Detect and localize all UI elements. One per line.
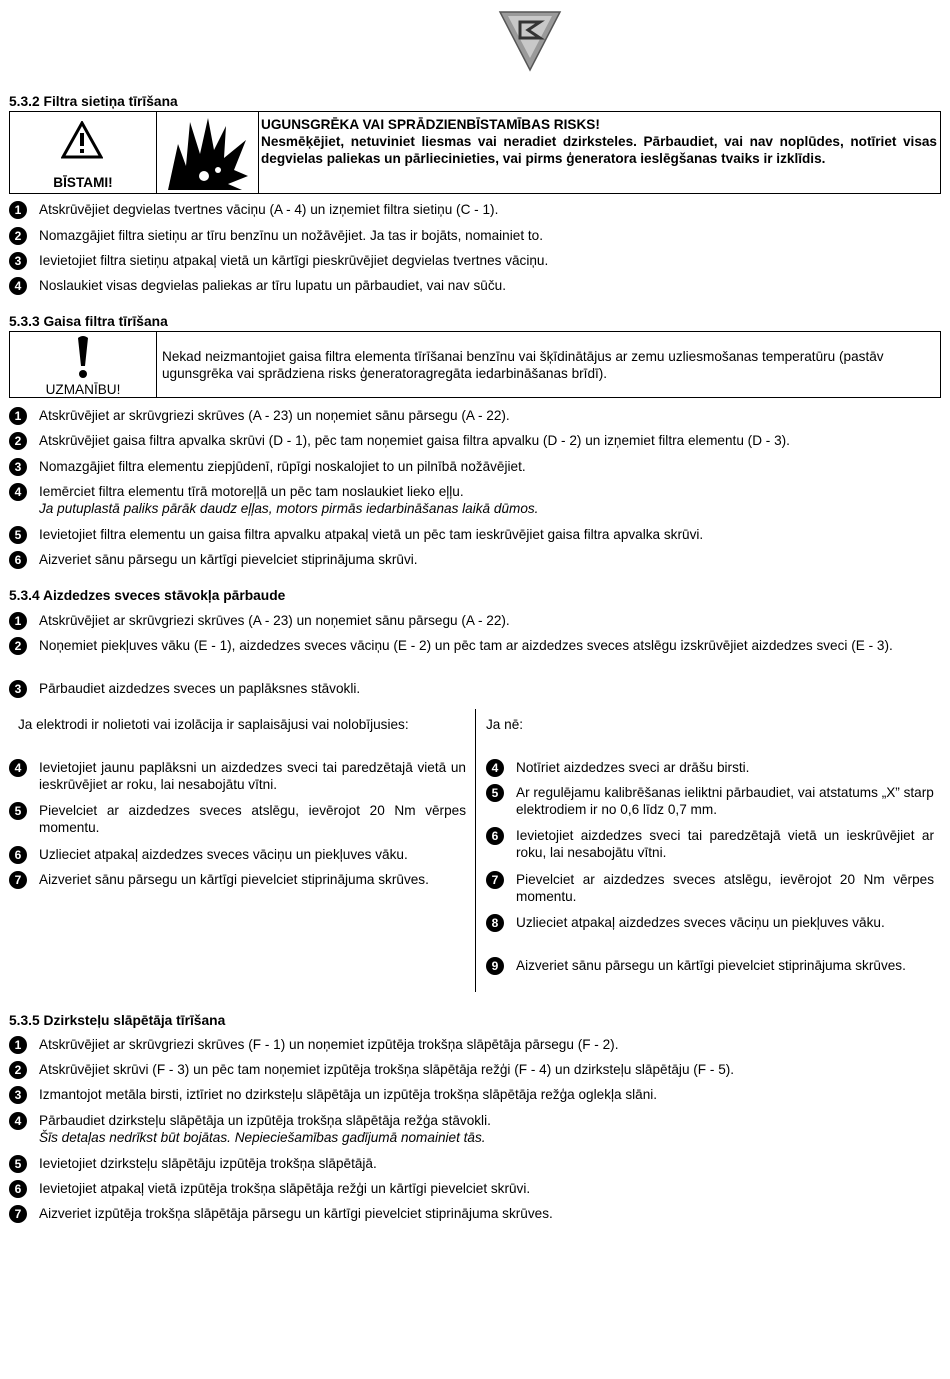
step-number: 6 [9, 551, 27, 569]
danger-label: BĪSTAMI! [53, 175, 113, 190]
step-note: Šīs detaļas nedrīkst būt bojātas. Nepieciešamības gadījumā nomainiet tās. [39, 1130, 486, 1145]
step-number: 7 [486, 871, 504, 889]
step-number: 4 [486, 759, 504, 777]
step-number: 8 [486, 914, 504, 932]
right-step-9 [486, 957, 934, 974]
step-5-3-5-5 [9, 1155, 943, 1172]
step-text: Iemērciet filtra elementu tīrā motoreļļā un pēc tam noslaukiet lieko eļļu. [39, 484, 464, 499]
step-5-3-3-3 [9, 458, 943, 475]
step-number: 5 [9, 802, 27, 820]
step-5-3-2-1 [9, 201, 943, 218]
right-step-4 [486, 759, 934, 776]
danger-body: Nesmēķējiet, netuviniet liesmas vai neradiet dzirksteles. Pārbaudiet, vai nav noplūdes, notīriet visas degvielas paliekas un pārliecinieties, vai pirms ģeneratora ieslēgšanas tvaiks ir izklīdis. [261, 134, 937, 166]
step-number: 5 [486, 784, 504, 802]
left-intro: Ja elektrodi ir nolietoti vai izolācija ir saplaisājusi vai nolobījusies: [18, 717, 409, 732]
caution-box [9, 331, 941, 398]
left-step-5 [9, 802, 466, 836]
step-text: Pārbaudiet dzirksteļu slāpētāja un izpūtēja trokšņa slāpētāja režģa stāvokli. [39, 1113, 491, 1128]
step-number: 1 [9, 612, 27, 630]
step-number: 2 [9, 432, 27, 450]
step-number: 4 [9, 759, 27, 777]
step-5-3-3-4 [9, 483, 943, 517]
step-number: 1 [9, 407, 27, 425]
step-5-3-3-2 [9, 432, 943, 449]
heading-5-3-4: 5.3.4 Aizdedzes sveces stāvokļa pārbaude [9, 588, 286, 603]
step-number: 3 [9, 252, 27, 270]
column-divider [475, 709, 476, 992]
step-text: Noslaukiet visas degvielas paliekas ar tīru lupatu un pārbaudiet, vai nav sūču. [39, 278, 506, 293]
step-number: 2 [9, 1061, 27, 1079]
heading-5-3-2: 5.3.2 Filtra sietiņa tīrīšana [9, 94, 178, 109]
step-text: Uzlieciet atpakaļ aizdedzes sveces vāciņu un piekļuves vāku. [516, 915, 885, 930]
step-5-3-2-2 [9, 227, 943, 244]
right-column [486, 716, 934, 973]
step-text: Aizveriet izpūtēja trokšņa slāpētāja pārsegu un kārtīgi pievelciet stiprinājuma skrūves. [39, 1206, 553, 1221]
step-5-3-5-7 [9, 1205, 943, 1222]
step-number: 9 [486, 957, 504, 975]
step-text: Atskrūvējiet skrūvi (F - 3) un pēc tam noņemiet izpūtēja trokšņa slāpētāja režģi (F - 4) un dzirksteļu slāpētāju (F - 5). [39, 1062, 735, 1077]
step-5-3-4-1 [9, 612, 943, 629]
brand-logo [498, 8, 562, 72]
step-number: 4 [9, 1112, 27, 1130]
step-number: 1 [9, 201, 27, 219]
step-5-3-4-2 [9, 637, 943, 654]
step-text: Ar regulējamu kalibrēšanas ieliktni pārbaudiet, vai atstatums „X” starp elektrodiem ir no 0,6 līdz 0,7 mm. [516, 785, 934, 817]
step-text: Noņemiet piekļuves vāku (E - 1), aizdedzes sveces vāciņu (E - 2) un pēc tam ar aizdedzes sveces atslēgu izskrūvējiet aizdedzes sveci (E - 3). [39, 638, 893, 653]
step-5-3-3-1 [9, 407, 943, 424]
step-text: Aizveriet sānu pārsegu un kārtīgi pievelciet stiprinājuma skrūves. [516, 958, 906, 973]
step-text: Pārbaudiet aizdedzes sveces un paplāksnes stāvokli. [39, 681, 361, 696]
step-text: Notīriet aizdedzes sveci ar drāšu birsti. [516, 760, 750, 775]
left-step-4 [9, 759, 466, 793]
left-step-7 [9, 871, 466, 888]
danger-warning-box [9, 111, 941, 194]
warning-triangle-icon [61, 121, 103, 159]
exclamation-icon [75, 334, 91, 380]
step-5-3-5-6 [9, 1180, 943, 1197]
step-note: Ja putuplastā paliks pārāk daudz eļļas, motors pirmās iedarbināšanas laikā dūmos. [39, 501, 539, 516]
danger-title: UGUNSGRĒKA VAI SPRĀDZIENBĪSTAMĪBAS RISKS! [261, 117, 600, 132]
left-step-6 [9, 846, 466, 863]
step-text: Ievietojiet filtra sietiņu atpakaļ vietā un kārtīgi pieskrūvējiet degvielas tvertnes vāciņu. [39, 253, 549, 268]
step-text: Ievietojiet atpakaļ vietā izpūtēja trokšņa slāpētāja režģi un kārtīgi pievelciet skrūvi. [39, 1181, 531, 1196]
step-number: 3 [9, 680, 27, 698]
caution-body: Nekad neizmantojiet gaisa filtra elementa tīrīšanai benzīnu vai šķīdinātājus ar zemu uzliesmošanas temperatūru (pastāv ugunsgrēka vai sprādziena risks ģeneratoragregāta iedarbināšanas brīdī). [162, 349, 884, 381]
step-number: 1 [9, 1036, 27, 1054]
step-number: 5 [9, 526, 27, 544]
step-text: Atskrūvējiet gaisa filtra apvalka skrūvi (D - 1), pēc tam noņemiet gaisa filtra apvalku (D - 2) un izņemiet filtra elementu (D - 3). [39, 433, 790, 448]
step-number: 6 [486, 827, 504, 845]
step-text: Pievelciet ar aizdedzes sveces atslēgu, ievērojot 20 Nm vērpes momentu. [516, 872, 934, 904]
step-text: Aizveriet sānu pārsegu un kārtīgi pievelciet stiprinājuma skrūves. [39, 872, 429, 887]
step-text: Ievietojiet jaunu paplāksni un aizdedzes sveci tai paredzētajā vietā un ieskrūvējiet ar roku, lai nesabojātu vītni. [39, 760, 466, 792]
step-number: 3 [9, 458, 27, 476]
step-text: Aizveriet sānu pārsegu un kārtīgi pievelciet stiprinājuma skrūvi. [39, 552, 418, 567]
step-text: Atskrūvējiet ar skrūvgriezi skrūves (A - 23) un noņemiet sānu pārsegu (A - 22). [39, 613, 510, 628]
step-number: 6 [9, 846, 27, 864]
step-number: 4 [9, 483, 27, 501]
step-number: 2 [9, 227, 27, 245]
step-text: Atskrūvējiet ar skrūvgriezi skrūves (F - 1) un noņemiet izpūtēja trokšņa slāpētāja pārsegu (F - 2). [39, 1037, 619, 1052]
right-intro: Ja nē: [486, 717, 524, 732]
step-text: Izmantojot metāla birsti, iztīriet no dzirksteļu slāpētāja un izpūtēja trokšņa slāpētāja režģa oglekļa slāni. [39, 1087, 658, 1102]
step-5-3-2-3 [9, 252, 943, 269]
step-5-3-4-3 [9, 680, 943, 697]
step-text: Ievietojiet dzirksteļu slāpētāju izpūtēja trokšņa slāpētājā. [39, 1156, 377, 1171]
right-step-5 [486, 784, 934, 818]
step-5-3-3-6 [9, 551, 943, 568]
step-number: 7 [9, 1205, 27, 1223]
step-5-3-5-2 [9, 1061, 943, 1078]
right-step-6 [486, 827, 934, 861]
step-5-3-3-5 [9, 526, 943, 543]
left-column [9, 716, 466, 887]
step-5-3-5-1 [9, 1036, 943, 1053]
step-text: Nomazgājiet filtra elementu ziepjūdenī, rūpīgi noskalojiet to un pilnībā nožāvējiet. [39, 459, 526, 474]
step-number: 7 [9, 871, 27, 889]
step-text: Ievietojiet filtra elementu un gaisa filtra apvalku atpakaļ vietā un pēc tam ieskrūvējiet gaisa filtra apvalka skrūvi. [39, 527, 704, 542]
step-text: Uzlieciet atpakaļ aizdedzes sveces vāciņu un piekļuves vāku. [39, 847, 408, 862]
right-step-8 [486, 914, 934, 931]
explosion-icon [164, 114, 250, 192]
step-5-3-2-4 [9, 277, 943, 294]
step-number: 6 [9, 1180, 27, 1198]
step-number: 4 [9, 277, 27, 295]
right-step-7 [486, 871, 934, 905]
step-number: 3 [9, 1086, 27, 1104]
caution-label: UZMANĪBU! [45, 382, 121, 397]
step-text: Nomazgājiet filtra sietiņu ar tīru benzīnu un nožāvējiet. Ja tas ir bojāts, nomainiet to. [39, 228, 543, 243]
step-5-3-5-4 [9, 1112, 943, 1146]
heading-5-3-5: 5.3.5 Dzirksteļu slāpētāja tīrīšana [9, 1013, 226, 1028]
step-text: Ievietojiet aizdedzes sveci tai paredzētajā vietā un ieskrūvējiet ar roku, lai nesabojātu vītni. [516, 828, 934, 860]
heading-5-3-3: 5.3.3 Gaisa filtra tīrīšana [9, 314, 168, 329]
step-number: 2 [9, 637, 27, 655]
step-text: Atskrūvējiet ar skrūvgriezi skrūves (A - 23) un noņemiet sānu pārsegu (A - 22). [39, 408, 510, 423]
step-5-3-5-3 [9, 1086, 943, 1103]
step-number: 5 [9, 1155, 27, 1173]
step-text: Pievelciet ar aizdedzes sveces atslēgu, ievērojot 20 Nm vērpes momentu. [39, 803, 466, 835]
step-text: Atskrūvējiet degvielas tvertnes vāciņu (A - 4) un izņemiet filtra sietiņu (C - 1). [39, 202, 499, 217]
